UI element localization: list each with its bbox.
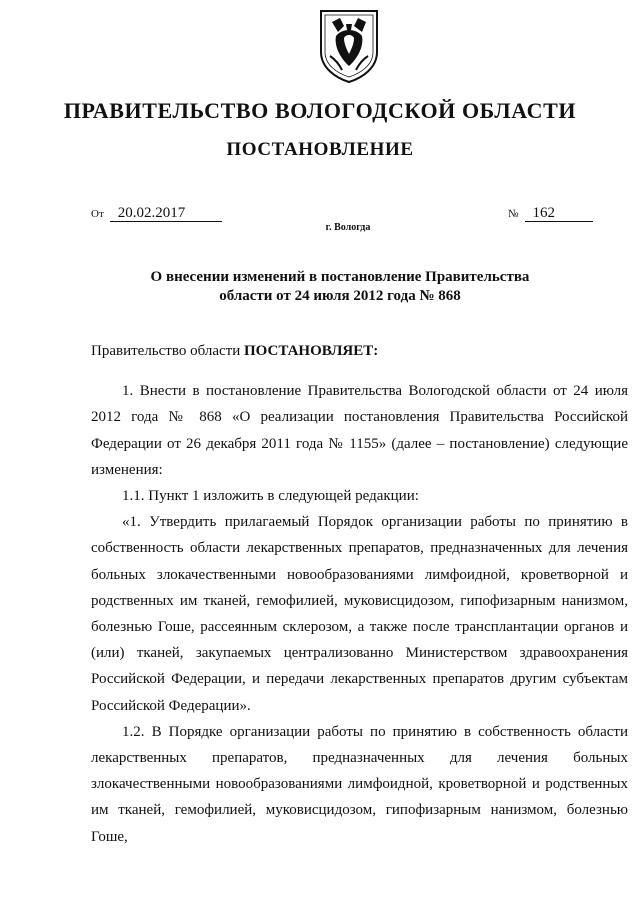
document-body <box>91 338 628 850</box>
number-value: 162 <box>525 205 593 222</box>
number-label: № <box>508 208 519 220</box>
date-label: От <box>91 208 104 220</box>
document-number <box>508 205 593 222</box>
city-label: г. Вологда <box>325 222 371 233</box>
organization-title: ПРАВИТЕЛЬСТВО ВОЛОГОДСКОЙ ОБЛАСТИ <box>63 98 577 123</box>
coat-of-arms-icon <box>318 8 380 84</box>
intro-resolution: ПОСТАНОВЛЯЕТ: <box>243 343 379 359</box>
heading-line-2: области от 24 июля 2012 года № 868 <box>219 288 461 304</box>
heading-line-1: О внесении изменений в постановление Правительства <box>150 269 530 285</box>
paragraph-quote: «1. Утвердить прилагаемый Порядок организации работы по принятию в собственность области лекарственных препаратов, предназначенных для лечения больных злокачественными новообразованиями лимфоидной, кроветворной и родственных им тканей, гемофилией, муковисцидозом, гипофизарным нанизмом, болезнью Гоше, рассеянным склерозом, а также после трансплантации органов и (или) тканей, закупаемых централизованно Министерством здравоохранения Российской Федерации, и передачи лекарственных препаратов другим субъектам Российской Федерации». <box>91 514 628 714</box>
intro-prefix: Правительство области <box>91 343 244 359</box>
paragraph-1-1: 1.1. Пункт 1 изложить в следующей редакции: <box>122 488 419 505</box>
document-date <box>91 205 222 222</box>
document-type-title: ПОСТАНОВЛЕНИЕ <box>226 139 414 160</box>
paragraph-1: 1. Внести в постановление Правительства Вологодской области от 24 июля 2012 года № 868 «О реализации постановления Правительства Российской Федерации от 26 декабря 2011 года № 1155» (далее – постановление) следующие изменения: <box>91 383 628 478</box>
paragraph-1-2: 1.2. В Порядке организации работы по принятию в собственность области лекарственных препаратов, предназначенных для лечения больных злокачественными новообразованиями лимфоидной, кроветворной и родственных им тканей, гемофилией, муковисцидозом, гипофизарным нанизмом, болезнью Гоше, <box>91 723 628 845</box>
date-value: 20.02.2017 <box>110 205 222 222</box>
document-heading <box>120 268 560 306</box>
intro-paragraph <box>91 338 628 364</box>
